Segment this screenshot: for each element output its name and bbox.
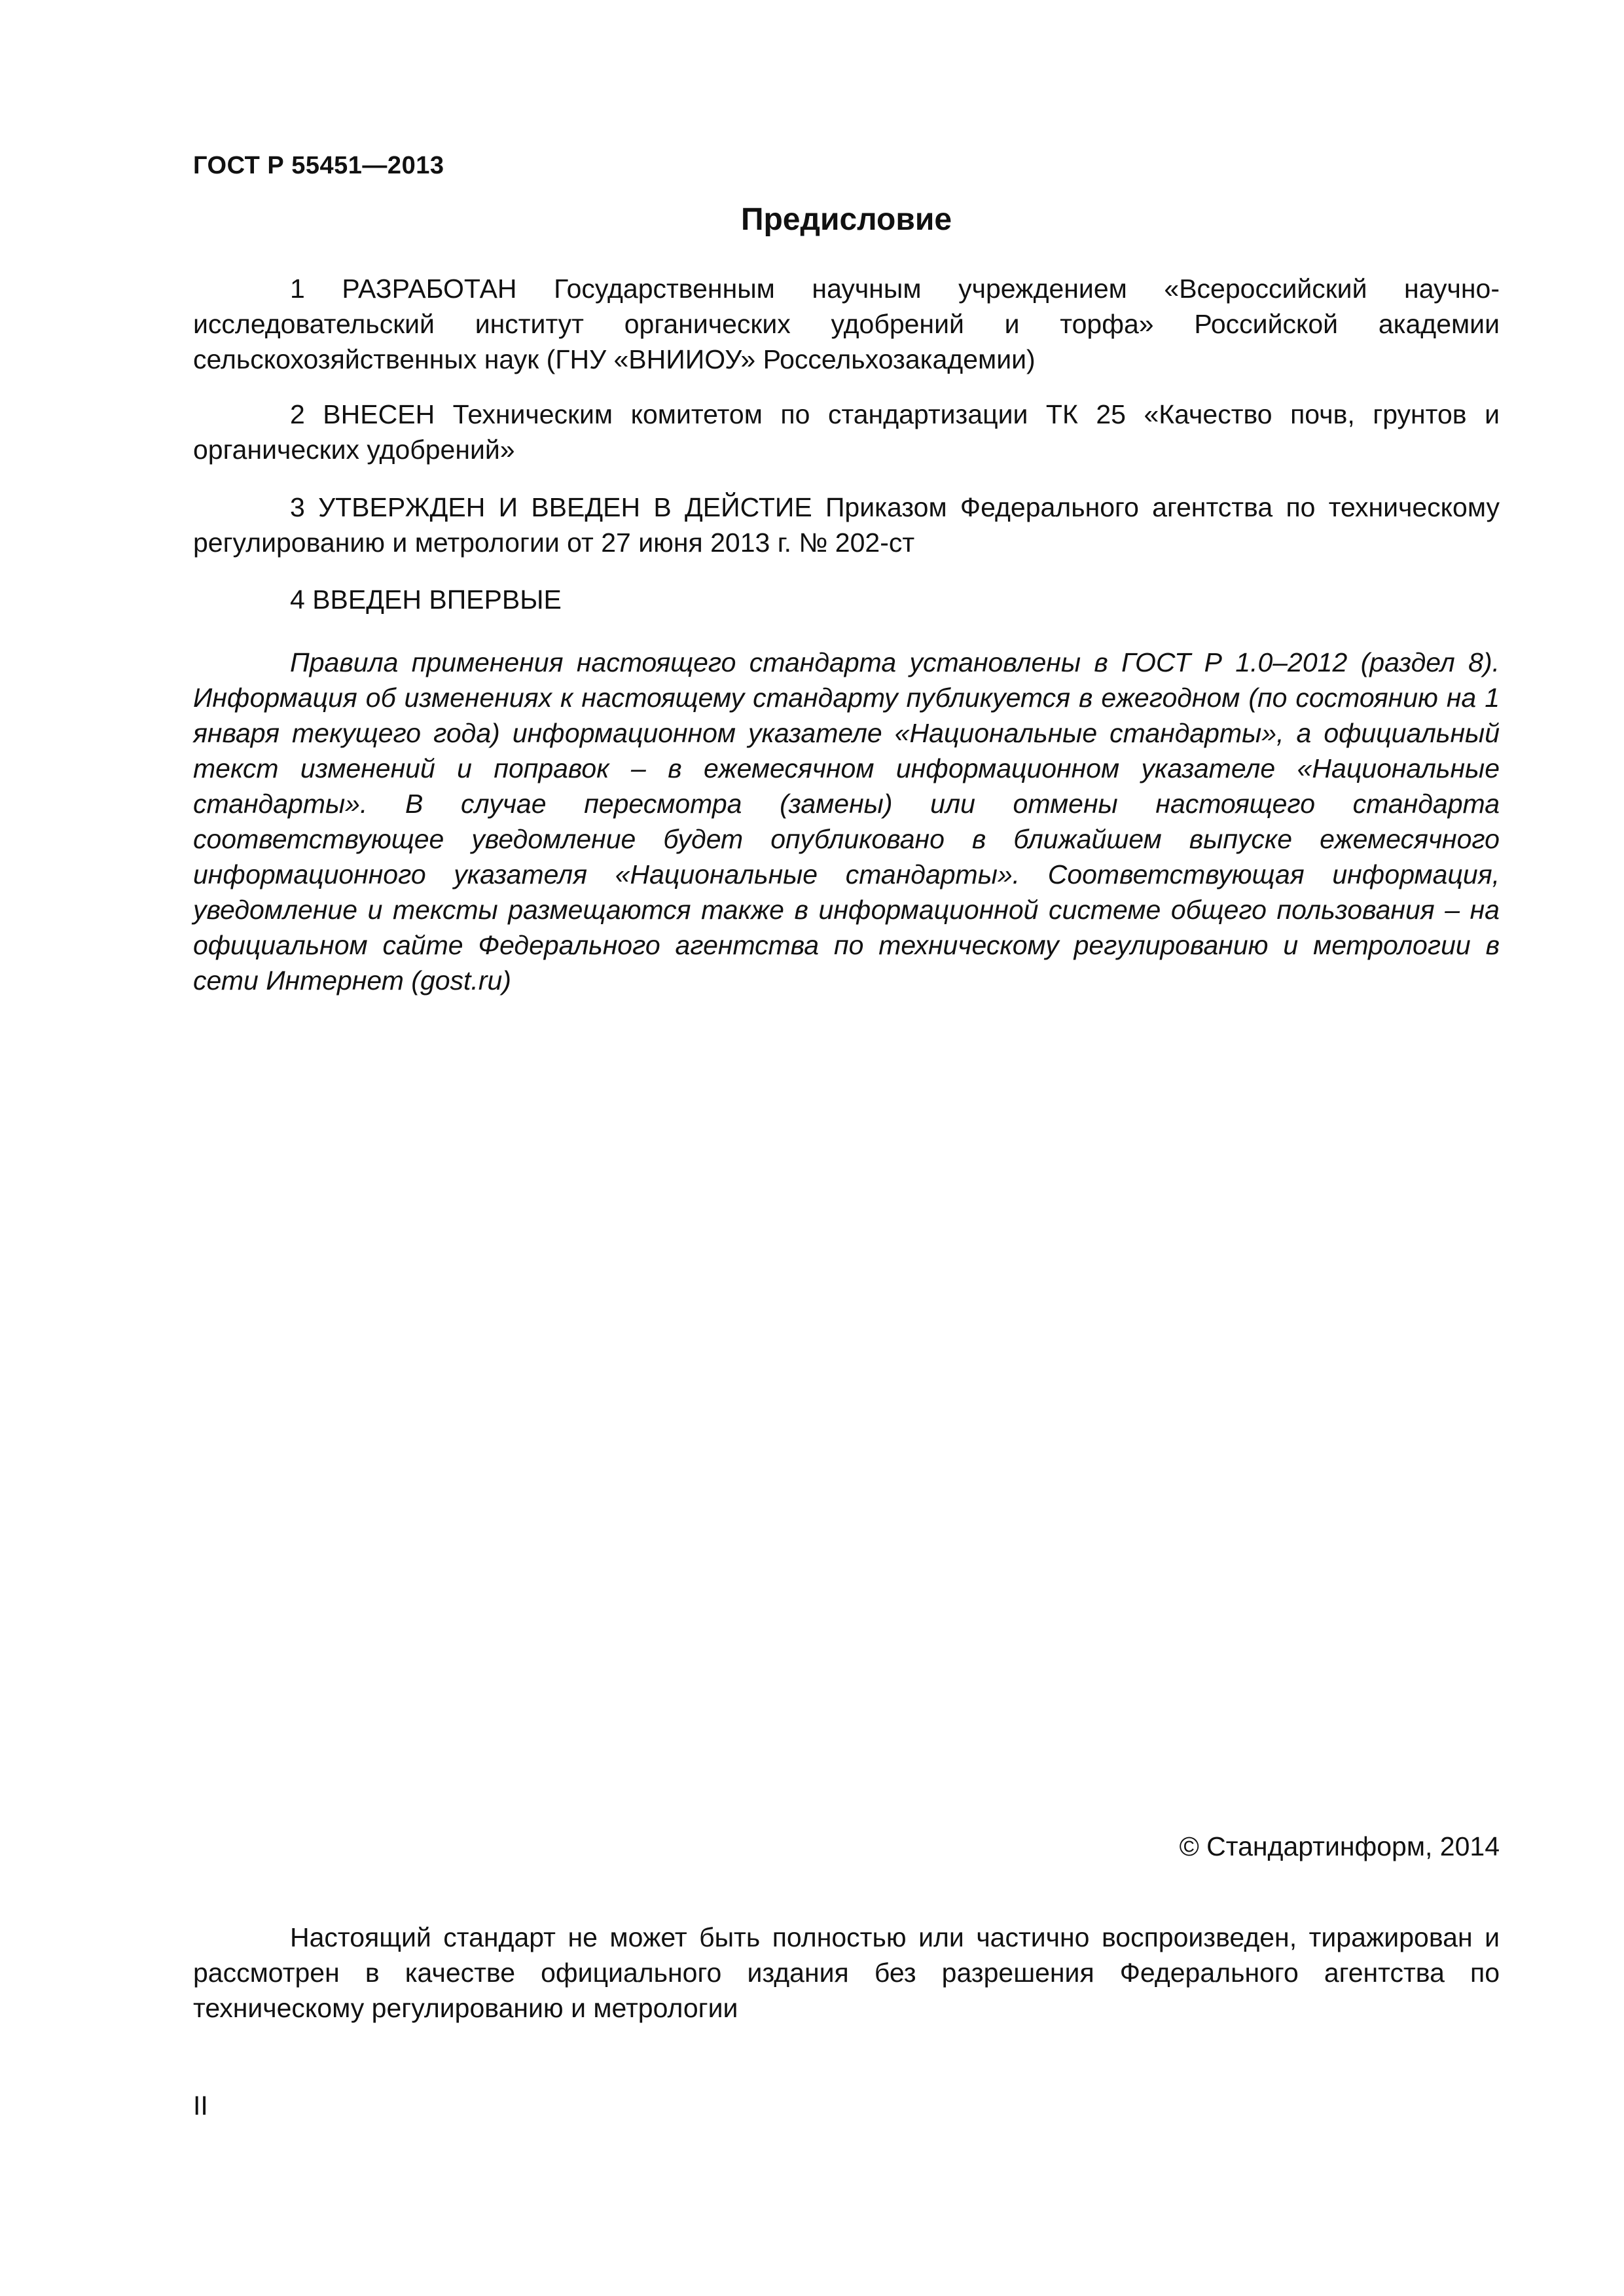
page-number: II <box>193 2090 208 2121</box>
reproduction-notice: Настоящий стандарт не может быть полностью или частично воспроизведен, тиражирован и рассмотрен в качестве официального издания без разрешения Федерального агентства по техническому регулированию и метрологии <box>193 1922 1500 2023</box>
paragraph-first-introduced: 4 ВВЕДЕН ВПЕРВЫЕ <box>290 584 562 615</box>
paragraph-approved: 3 УТВЕРЖДЕН И ВВЕДЕН В ДЕЙСТИЕ Приказом Федерального агентства по техническому регулированию и метрологии от 27 июня 2013 г. № 202-ст <box>193 492 1500 558</box>
paragraph-developed-by: 1 РАЗРАБОТАН Государственным научным учреждением «Всероссийский научно-исследовательский институт органических удобрений и торфа» Российской академии сельскохозяйственных наук (ГНУ «ВНИИОУ» Россельхозакадемии) <box>193 274 1500 374</box>
section-title: Предисловие <box>740 202 952 237</box>
paragraph-introduced-by: 2 ВНЕСЕН Техническим комитетом по стандартизации ТК 25 «Качество почв, грунтов и органических удобрений» <box>193 399 1500 465</box>
document-code: ГОСТ Р 55451—2013 <box>193 152 444 179</box>
copyright-notice: © Стандартинформ, 2014 <box>1179 1831 1500 1861</box>
paragraph-application-rules: Правила применения настоящего стандарта установлены в ГОСТ Р 1.0–2012 (раздел 8). Информация об изменениях к настоящему стандарту публикуется в ежегодном (по состоянию на 1 января текущего года) информационном указателе «Национальные стандарты», а официальный текст изменений и поправок – в ежемесячном информационном указателе «Национальные стандарты». В случае пересмотра (замены) или отмены настоящего стандарта соответствующее уведомление будет опубликовано в ближайшем выпуске ежемесячного информационного указателя «Национальные стандарты». Соответствующая информация, уведомление и тексты размещаются также в информационной системе общего пользования – на официальном сайте Федерального агентства по техническому регулированию и метрологии в сети Интернет (gost.ru) <box>193 647 1500 996</box>
